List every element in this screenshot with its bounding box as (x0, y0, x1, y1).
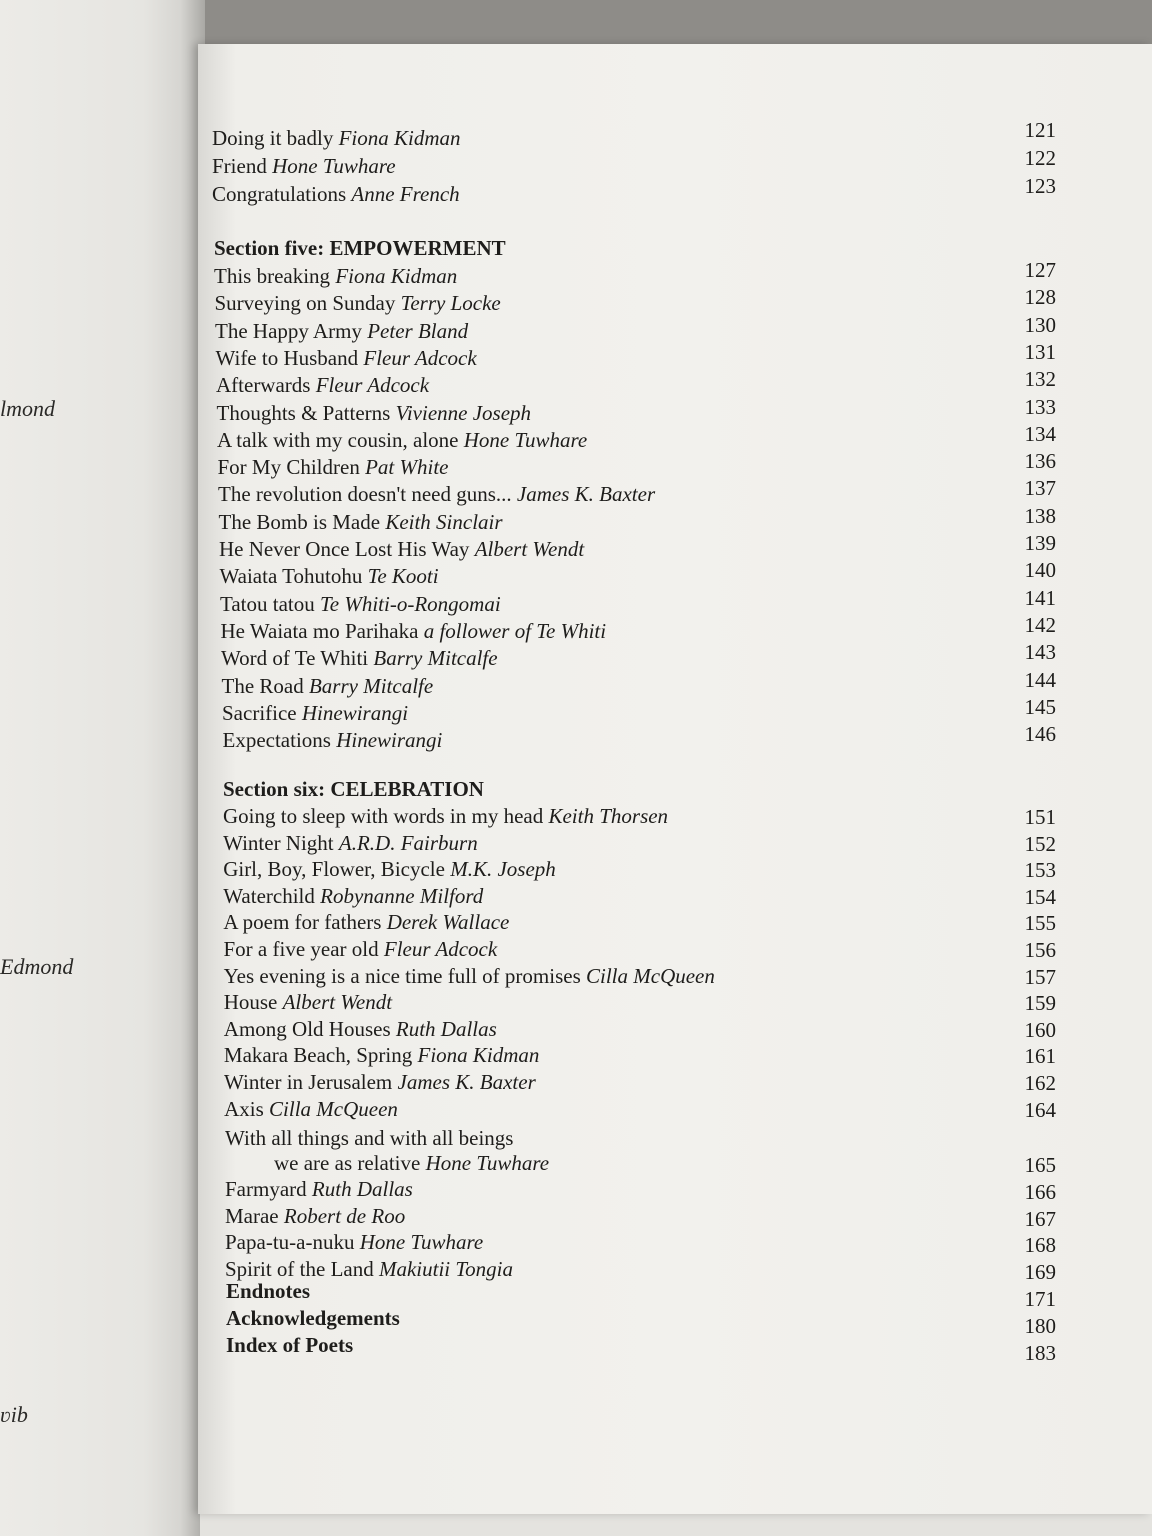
toc-entry (214, 264, 457, 290)
entry-page-number: 169 (1024, 1259, 1056, 1284)
toc-entry (222, 674, 434, 700)
toc-entry (221, 619, 607, 645)
section-heading-celebration: Section six: CELEBRATION (223, 777, 484, 801)
toc-entry (225, 1204, 405, 1230)
entry-page-number: 159 (1024, 991, 1056, 1016)
entry-title: A poem for fathers (223, 910, 382, 935)
entry-page-number: 144 (1024, 667, 1056, 692)
toc-entry (223, 857, 556, 883)
entry-author: Ruth Dallas (311, 1177, 413, 1201)
entry-author: Albert Wendt (282, 990, 393, 1015)
entry-author: Derek Wallace (386, 910, 510, 935)
entry-page-number: 121 (1024, 118, 1056, 142)
toc-entry (224, 964, 715, 990)
entry-title: Axis (224, 1096, 264, 1121)
entry-title: Spirit of the Land (225, 1256, 374, 1281)
entry-author: Pat White (365, 455, 449, 480)
entry-page-number: 151 (1024, 805, 1056, 829)
entry-page-number: 137 (1024, 476, 1056, 501)
entry-title: Marae (225, 1203, 279, 1228)
toc-entry (212, 154, 396, 180)
entry-author: Fleur Adcock (383, 937, 498, 961)
contents-page (198, 44, 1152, 1514)
entry-page-number: 127 (1024, 258, 1056, 282)
entry-title: The Happy Army (215, 318, 362, 343)
entry-author: Fleur Adcock (315, 373, 430, 398)
entry-title: Sacrifice (222, 700, 297, 725)
entry-author: Anne French (351, 182, 460, 206)
back-matter-entry: Endnotes (226, 1279, 311, 1303)
toc-entry (216, 346, 477, 372)
entry-author: Keith Thorsen (548, 804, 669, 828)
entry-author: a follower of Te Whiti (423, 618, 607, 643)
entry-title: Winter Night (223, 830, 334, 855)
entry-page-number: 180 (1024, 1314, 1056, 1338)
toc-entry (220, 592, 501, 618)
toc-entry (215, 319, 468, 345)
entry-author: M.K. Joseph (450, 857, 556, 882)
entry-page-number: 155 (1024, 911, 1056, 936)
entry-author: Fleur Adcock (363, 345, 477, 370)
entry-author: Hone Tuwhare (463, 427, 588, 452)
entry-title: Waiata Tohutohu (219, 564, 363, 589)
entry-title: Afterwards (216, 373, 311, 398)
left-page-fragment: Edmond (0, 954, 74, 979)
entry-page-number: 165 (1024, 1153, 1056, 1177)
entry-title: Friend (212, 154, 267, 178)
entry-author: Peter Bland (367, 318, 469, 343)
toc-entry (212, 182, 460, 208)
left-page-fragment: ʋib (0, 1402, 28, 1427)
entry-title: House (223, 990, 278, 1015)
left-page (0, 0, 205, 1536)
entry-author: James K. Baxter (397, 1070, 536, 1094)
entry-title: Expectations (222, 728, 331, 753)
entry-title: A talk with my cousin, alone (217, 427, 459, 452)
toc-entry (223, 831, 478, 857)
entry-title: Yes evening is a nice time full of promises (223, 963, 581, 988)
entry-page-number: 132 (1024, 367, 1056, 392)
entry-page-number: 142 (1024, 612, 1056, 637)
entry-author: Hone Tuwhare (359, 1230, 484, 1254)
entry-title: Word of Te Whiti (221, 646, 369, 671)
entry-author: Keith Sinclair (385, 509, 503, 534)
toc-entry (219, 537, 584, 563)
toc-entry (225, 1230, 483, 1256)
entry-author: Te Kooti (367, 564, 439, 589)
entry-page-number: 164 (1024, 1097, 1056, 1122)
entry-page-number: 139 (1024, 531, 1056, 555)
toc-entry (217, 401, 532, 427)
toc-entry (212, 126, 461, 152)
entry-title: Papa-tu-a-nuku (225, 1230, 355, 1254)
entry-title: He Never Once Lost His Way (219, 537, 470, 561)
toc-entry (220, 564, 439, 590)
entry-title: Surveying on Sunday (214, 291, 396, 316)
entry-title: Winter in Jerusalem (224, 1070, 393, 1094)
entry-author: Albert Wendt (474, 537, 585, 561)
entry-author: Ruth Dallas (395, 1016, 497, 1041)
toc-entry (216, 373, 429, 399)
entry-author: A.R.D. Fairburn (338, 830, 478, 855)
toc-entry (274, 1151, 549, 1177)
entry-page-number: 153 (1024, 858, 1056, 883)
entry-page-number: 156 (1024, 938, 1056, 962)
entry-page-number: 143 (1024, 640, 1056, 665)
entry-title: For a five year old (223, 937, 379, 961)
entry-page-number: 138 (1024, 503, 1056, 528)
entry-title: Waterchild (223, 883, 315, 908)
entry-author: Hone Tuwhare (425, 1151, 550, 1175)
entry-author: Robynanne Milford (320, 883, 484, 908)
entry-title: Thoughts & Patterns (216, 400, 391, 425)
toc-entry (218, 455, 449, 481)
entry-author: Hinewirangi (336, 728, 443, 753)
entry-author: Fiona Kidman (335, 264, 458, 288)
toc-entry (215, 291, 501, 317)
entry-page-number: 122 (1024, 146, 1056, 170)
toc-entry (224, 937, 498, 963)
entry-title: Farmyard (225, 1177, 307, 1201)
entry-page-number: 167 (1024, 1206, 1056, 1231)
toc-entry (217, 428, 587, 454)
entry-title: Going to sleep with words in my head (223, 804, 544, 828)
entry-title: The revolution doesn't need guns... (218, 482, 512, 507)
entry-page-number: 168 (1024, 1233, 1056, 1257)
entry-page-number: 130 (1024, 312, 1056, 337)
entry-author: Robert de Roo (283, 1203, 406, 1228)
entry-title: Congratulations (212, 182, 347, 206)
toc-entry (224, 1043, 540, 1069)
toc-entry (221, 646, 498, 672)
entry-page-number: 183 (1024, 1341, 1056, 1365)
entry-title: With all things and with all beings (225, 1126, 514, 1150)
toc-entry (222, 701, 408, 727)
toc-entry (225, 1177, 413, 1203)
entry-page-number: 146 (1024, 722, 1056, 747)
entry-page-number: 166 (1024, 1180, 1056, 1204)
back-matter-entry: Acknowledgements (226, 1306, 400, 1330)
entry-page-number: 145 (1024, 694, 1056, 719)
entry-author: Barry Mitcalfe (373, 646, 498, 671)
entry-page-number: 154 (1024, 884, 1056, 909)
entry-page-number: 171 (1024, 1287, 1056, 1311)
entry-page-number: 123 (1024, 174, 1056, 198)
toc-entry (224, 990, 392, 1016)
entry-page-number: 161 (1024, 1044, 1056, 1069)
entry-page-number: 157 (1024, 964, 1056, 989)
back-matter-entry: Index of Poets (226, 1333, 354, 1357)
entry-author: James K. Baxter (516, 482, 656, 507)
entry-title: we are as relative (274, 1151, 421, 1175)
entry-title: The Bomb is Made (218, 509, 381, 534)
toc-entry (223, 728, 443, 754)
entry-page-number: 133 (1024, 394, 1056, 419)
entry-title: The Road (221, 673, 304, 698)
entry-author: Cilla McQueen (269, 1096, 398, 1121)
entry-page-number: 131 (1024, 339, 1056, 364)
left-page-fragment: lmond (0, 396, 55, 421)
entry-title: This breaking (214, 264, 331, 288)
entry-author: Fiona Kidman (338, 126, 461, 150)
entry-page-number: 152 (1024, 831, 1056, 856)
entry-author: Fiona Kidman (417, 1043, 540, 1068)
entry-author: Makiutii Tongia (378, 1256, 513, 1281)
toc-entry (224, 1097, 398, 1123)
entry-title: Wife to Husband (215, 345, 359, 370)
entry-page-number: 141 (1024, 585, 1056, 610)
entry-title: Doing it badly (212, 126, 334, 150)
entry-author: Cilla McQueen (586, 963, 715, 988)
entry-title: Makara Beach, Spring (223, 1043, 413, 1068)
entry-page-number: 136 (1024, 449, 1056, 474)
toc-entry (224, 1017, 497, 1043)
entry-author: Hinewirangi (301, 700, 409, 725)
entry-title: For My Children (217, 455, 360, 480)
entry-page-number: 134 (1024, 421, 1056, 446)
entry-title: He Waiata mo Parihaka (220, 618, 419, 643)
entry-page-number: 140 (1024, 558, 1056, 583)
section-heading-empowerment: Section five: EMPOWERMENT (214, 236, 506, 260)
toc-entry (223, 884, 483, 910)
entry-author: Te Whiti-o-Rongomai (320, 591, 501, 616)
toc-entry (218, 482, 655, 508)
toc-entry (224, 1070, 536, 1096)
entry-title: Girl, Boy, Flower, Bicycle (223, 857, 445, 882)
entry-author: Terry Locke (400, 291, 501, 316)
toc-entry (219, 510, 503, 536)
entry-title: Tatou tatou (220, 591, 315, 616)
entry-author: Hone Tuwhare (272, 154, 396, 178)
entry-page-number: 162 (1024, 1071, 1056, 1095)
toc-entry (223, 804, 668, 830)
entry-title: Among Old Houses (223, 1016, 391, 1041)
entry-page-number: 128 (1024, 285, 1056, 310)
toc-entry (223, 910, 509, 936)
entry-author: Barry Mitcalfe (308, 673, 434, 698)
entry-author: Vivienne Joseph (395, 400, 532, 425)
toc-entry (225, 1126, 513, 1152)
entry-page-number: 160 (1024, 1017, 1056, 1042)
